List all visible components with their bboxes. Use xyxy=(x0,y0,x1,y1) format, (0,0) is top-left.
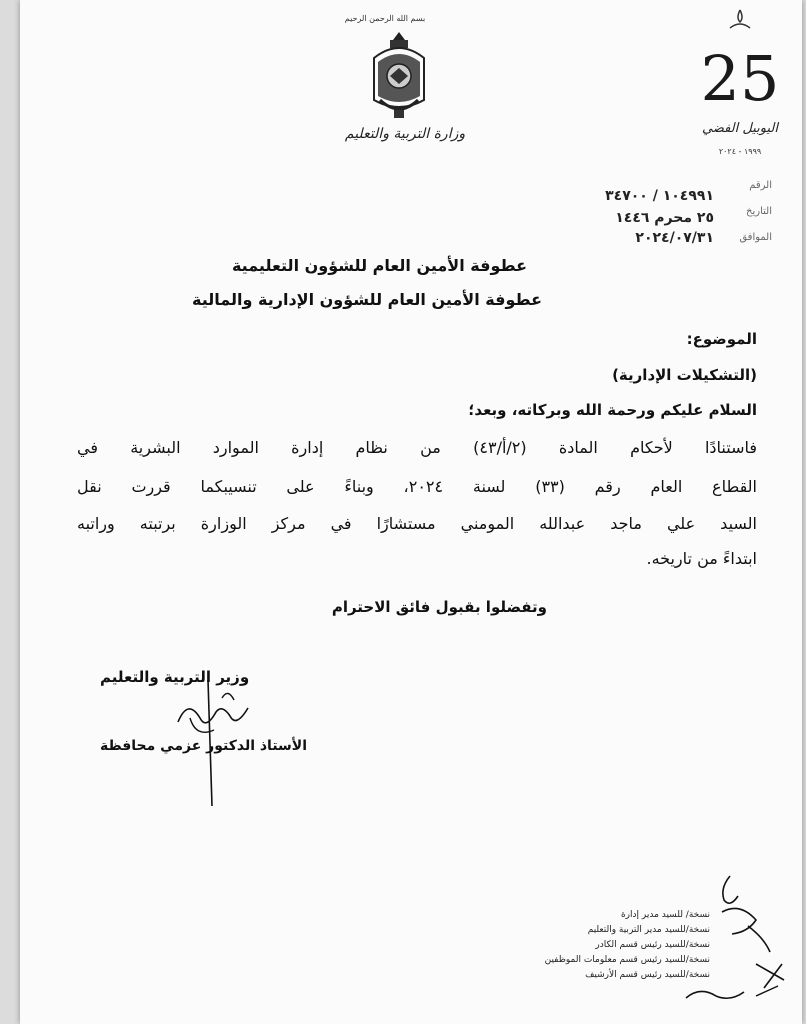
silver-jubilee-logo xyxy=(700,4,780,166)
reference-date-hijri: ٢٥ محرم ١٤٤٦ xyxy=(615,210,714,226)
body-line-2: القطاع العام رقم (٣٣) لسنة ٢٠٢٤، وبناءً على تنسيبكما قررت نقل xyxy=(77,477,757,496)
jubilee-years: ١٩٩٩ - ٢٠٢٤ xyxy=(718,147,762,156)
addressee-2: عطوفة الأمين العام للشؤون الإدارية والمالية xyxy=(192,290,542,309)
body-line-4: ابتداءً من تاريخه. xyxy=(646,549,757,568)
jubilee-text: اليوبيل الفضي xyxy=(702,121,778,136)
greeting: السلام عليكم ورحمة الله وبركاته، وبعد؛ xyxy=(468,401,757,419)
jubilee-number: 25 xyxy=(700,42,780,115)
reference-number-value: ١٠٤٩٩١ / ٣٤٧٠٠ xyxy=(605,188,714,204)
signatory-name: الأستاذ الدكتور عزمي محافظة xyxy=(100,738,308,754)
closing: وتفضلوا بقبول فائق الاحترام xyxy=(331,598,547,616)
copy-item: نسخة/للسيد مدير التربية والتعليم xyxy=(587,925,710,935)
letter-page xyxy=(20,0,802,1024)
addressee-1: عطوفة الأمين العام للشؤون التعليمية xyxy=(231,256,527,275)
copy-item: نسخة/للسيد رئيس قسم الأرشيف xyxy=(585,970,710,980)
subject-label: الموضوع: xyxy=(686,330,757,348)
reference-equivalent-label: الموافق xyxy=(739,232,772,243)
reference-number-label: الرقم xyxy=(749,180,772,191)
ministry-logo-text: وزارة التربية والتعليم xyxy=(344,126,466,142)
reference-date-row xyxy=(472,206,772,226)
handwritten-initials xyxy=(660,868,790,1018)
reference-gregorian-row xyxy=(472,232,772,252)
reference-date-gregorian: ٢٠٢٤/٠٧/٣١ xyxy=(635,230,714,246)
body-line-3: السيد علي ماجد عبدالله المومني مستشارًا في مركز الوزارة برتبته وراتبه xyxy=(77,514,757,533)
copy-item: نسخة/للسيد رئيس قسم الكادر xyxy=(595,940,710,950)
signatory-title: وزير التربية والتعليم xyxy=(100,668,250,686)
basmala: بسم الله الرحمن الرحيم xyxy=(344,14,426,23)
reference-number-row xyxy=(472,180,772,204)
copy-item: نسخة/ للسيد مدير إدارة xyxy=(620,910,710,920)
subject-text: (التشكيلات الإدارية) xyxy=(612,366,757,384)
copy-item: نسخة/للسيد رئيس قسم معلومات الموظفين xyxy=(544,955,710,965)
reference-date-label: التاريخ xyxy=(746,206,772,217)
jordan-coat-of-arms-emblem xyxy=(368,28,430,122)
body-line-1: فاستنادًا لأحكام المادة (٢/أ/٤٣) من نظام إدارة الموارد البشرية في xyxy=(77,438,757,457)
